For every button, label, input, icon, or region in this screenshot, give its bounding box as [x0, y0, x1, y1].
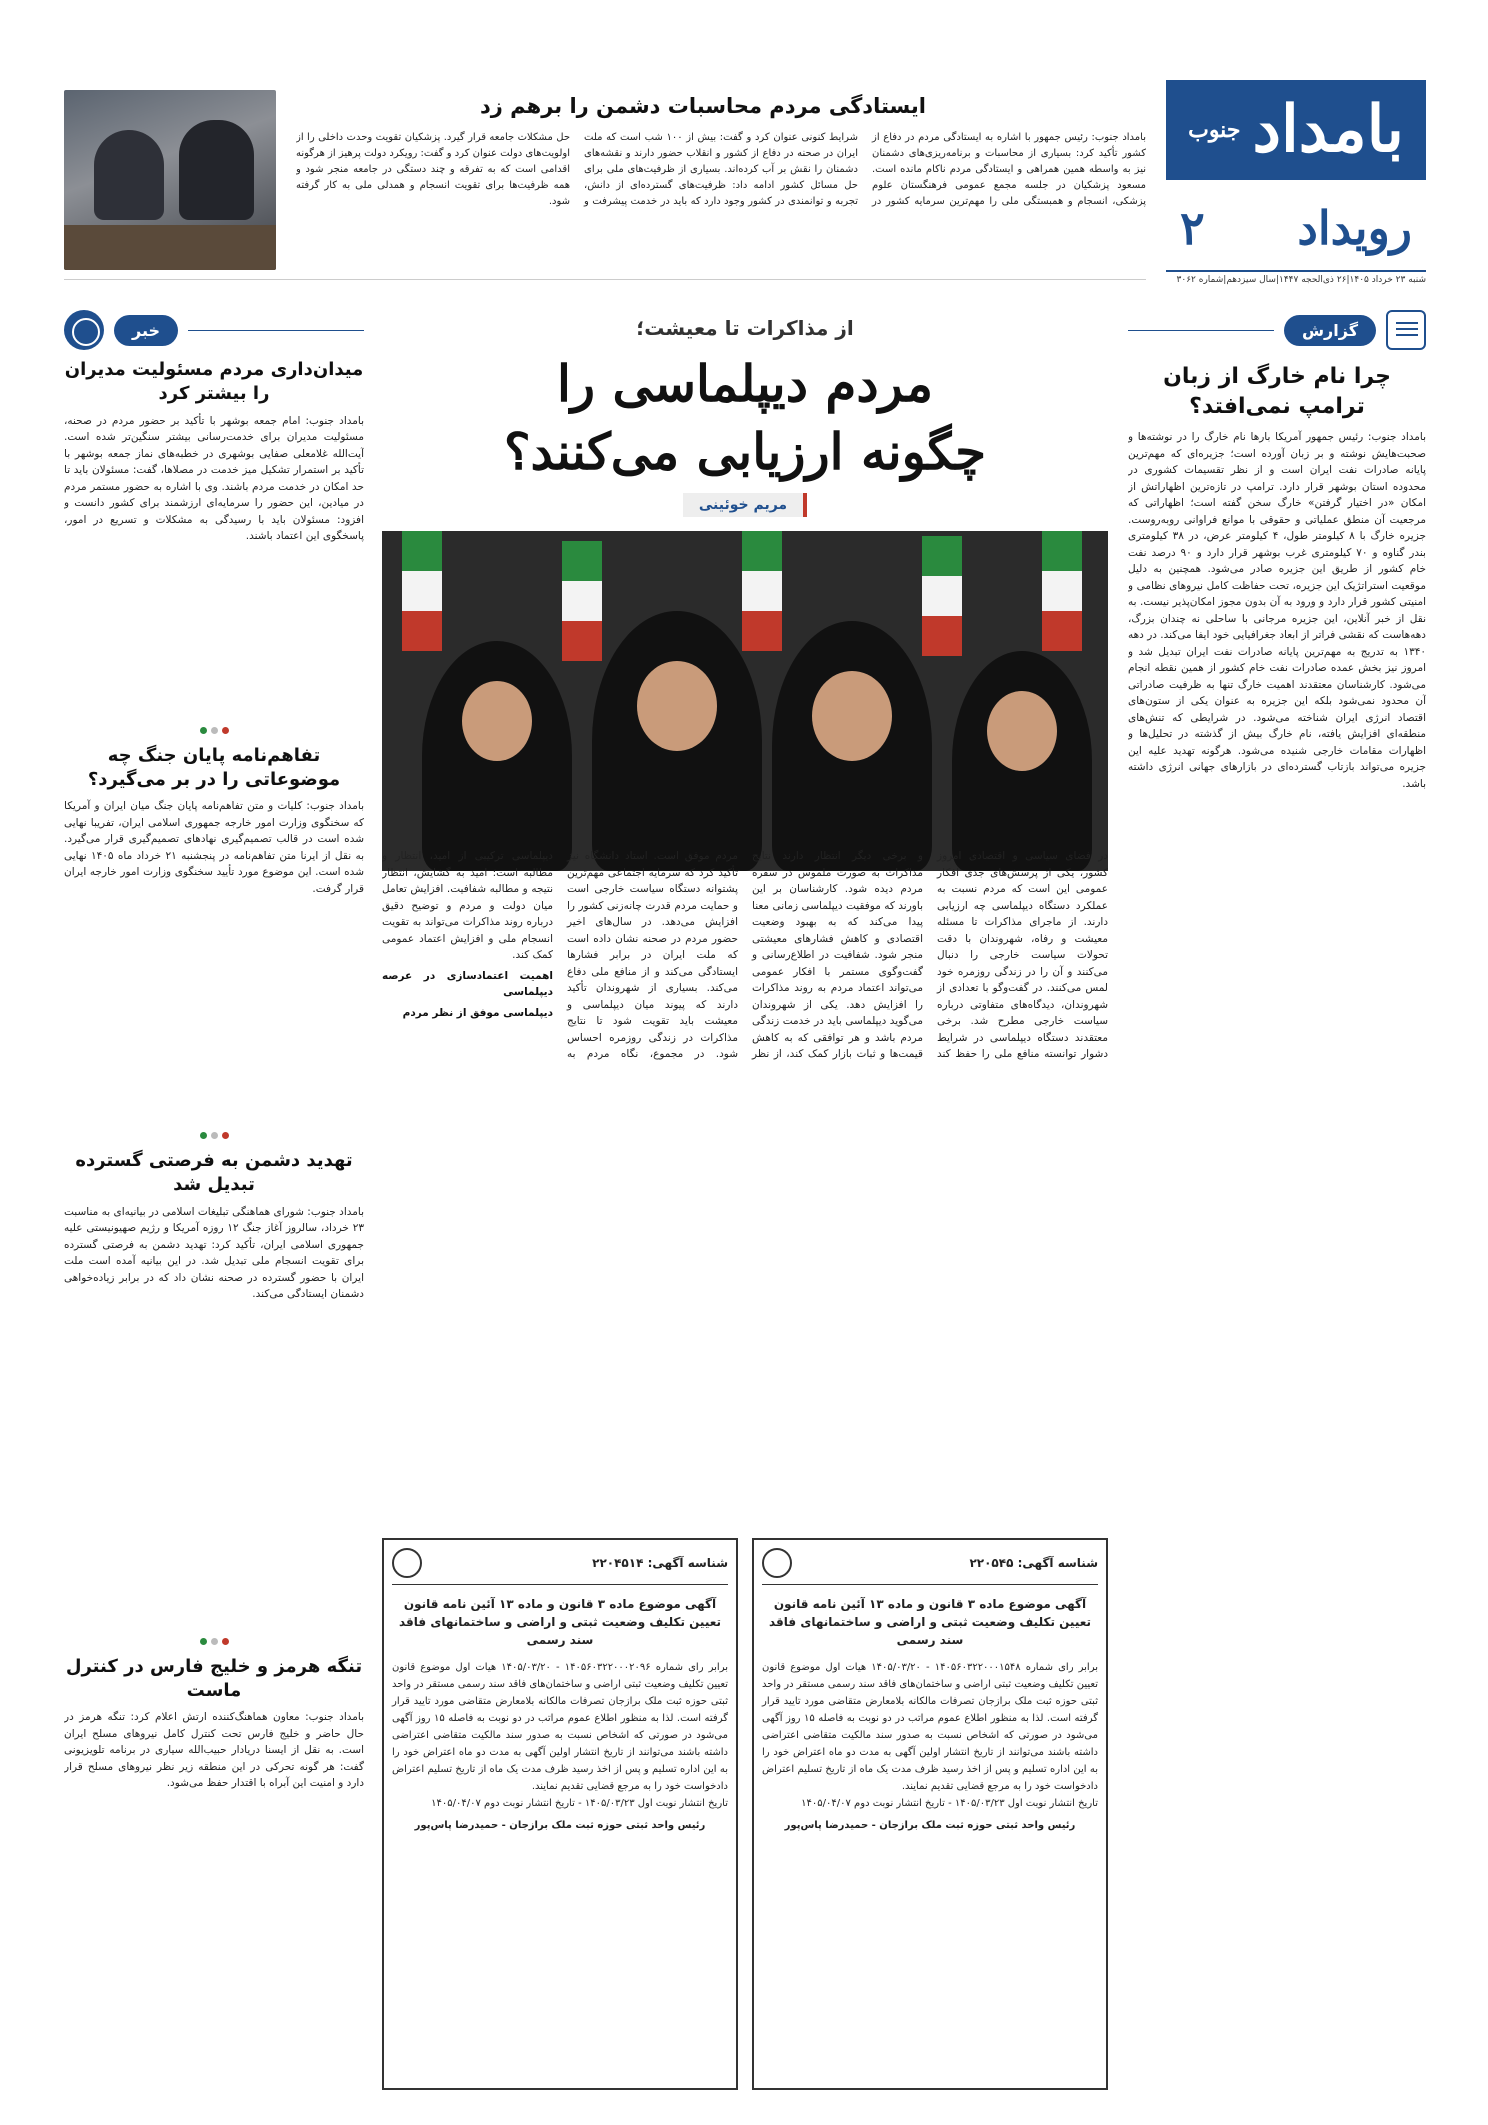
byline	[382, 493, 1108, 517]
news-tag-label: خبر	[114, 315, 178, 346]
ad-id: شناسه آگهی: ۲۲۰۵۴۵	[969, 1556, 1098, 1570]
news-headline[interactable]: تنگه هرمز و خلیج فارس در کنترل ماست	[65, 1655, 363, 1702]
report-column	[1128, 308, 1426, 2090]
report-headline[interactable]: چرا نام خارگ از زبان ترامپ نمی‌افتد؟	[1163, 364, 1391, 419]
section-header	[1166, 188, 1426, 268]
newspaper-logo[interactable]	[1166, 80, 1426, 180]
news-headline[interactable]: تهدید دشمن به فرصتی گسترده تبدیل شد	[75, 1150, 353, 1196]
news-item	[64, 744, 364, 1144]
ad-id: شناسه آگهی: ۲۲۰۴۵۱۴	[592, 1556, 728, 1570]
page-number: ۲	[1180, 201, 1205, 255]
feature-headline-line1: مردم دیپلماسی را	[557, 354, 933, 413]
news-body: بامداد جنوب: شورای هماهنگی تبلیغات اسلامی در بیانیه‌ای به مناسبت ۲۳ خرداد، سالروز آغاز جنگ ۱۲ روزه آمریکا و رژیم صهیونیستی علیه جمهوری اسلامی ایران، تأکید کرد: تهدید دشمن به فرصتی گسترده برای تقویت انسجام ملی تبدیل شد. در این بیانیه آمده است ملت ایران با حضور گسترده در صحنه نشان داد که در برابر زیاده‌خواهی دشمنان ایستادگی می‌کند.	[64, 1205, 364, 1301]
ad-title: آگهی موضوع ماده ۳ قانون و ماده ۱۳ آئین نامه قانون تعیین تکلیف وضعیت ثبتی و اراضی و ساختمانهای فاقد سند رسمی	[398, 1597, 722, 1647]
legal-ads	[382, 1538, 1108, 2090]
report-icon	[1386, 310, 1426, 350]
separator-dots	[64, 719, 364, 738]
lead-body: بامداد جنوب: رئیس جمهور با اشاره به ایستادگی مردم در دفاع از کشور تأکید کرد: بسیاری از محاسبات و برنامه‌ریزی‌های دشمنان نیز به واسطه همین همراهی و ایستادگی مردم ناکام مانده است. مسعود پزشکیان در جلسه مجمع عمومی فرهنگستان علوم پزشکی، انسجام و همبستگی ملی را مهم‌ترین سرمایه کشور در شرایط کنونی عنوان کرد و گفت: بیش از ۱۰۰ شب است که ملت ایران در صحنه در دفاع از کشور و انقلاب حضور دارند و نقشه‌های دشمنان را نقش بر آب کرده‌اند. بسیاری از ظرفیت‌های ملی برای حل مسائل کشور ادامه داد: ظرفیت‌های گسترده‌ای از دانش، تجربه و توانمندی در کشور وجود دارد که باید در خدمت پیشرفت و حل مشکلات جامعه قرار گیرد. پزشکیان تقویت وحدت داخلی را از اولویت‌های دولت عنوان کرد و گفت: رویکرد دولت پرهیز از هرگونه اقدامی است که به تفرقه و چند دستگی در جامعه منجر شود و همه ظرفیت‌ها برای تقویت انسجام و همدلی ملی به کار گرفته شود.	[296, 132, 1146, 207]
ad-dates: تاریخ انتشار نوبت اول ۱۴۰۵/۰۳/۲۳ - تاریخ انتشار نوبت دوم ۱۴۰۵/۰۴/۰۷	[431, 1798, 728, 1809]
logo-sub-text: جنوب	[1188, 117, 1241, 143]
lead-headline[interactable]: ایستادگی مردم محاسبات دشمن را برهم زد	[479, 94, 926, 118]
news-headline[interactable]: تفاهم‌نامه پایان جنگ چه موضوعاتی را در بر می‌گیرد؟	[87, 744, 341, 790]
ad-signature: رئیس واحد ثبتی حوزه ثبت ملک برازجان - حمیدرضا پاس‌پور	[784, 1820, 1076, 1831]
ad-title: آگهی موضوع ماده ۳ قانون و ماده ۱۳ آئین نامه قانون تعیین تکلیف وضعیت ثبتی و اراضی و ساختمانهای فاقد سند رسمی	[768, 1597, 1092, 1647]
feature-kicker: از مذاکرات تا معیشت؛	[636, 316, 854, 340]
ad-body: برابر رای شماره ۱۴۰۵۶۰۳۲۲۰۰۰۱۵۴۸ - ۱۴۰۵/۰۳/۲۰ هیات اول موضوع قانون تعیین تکلیف وضعیت ثبتی اراضی و ساختمان‌های فاقد سند رسمی مستقر در واحد ثبتی حوزه ثبت ملک برازجان تصرفات مالکانه بلامعارض متقاضی مورد تایید قرار گرفته است. لذا به منظور اطلاع عموم مراتب در دو نوبت به فاصله ۱۵ روز آگهی می‌شود در صورتی که اشخاص نسبت به صدور سند مالکیت متقاضی اعتراضی داشته باشند می‌توانند از تاریخ انتشار اولین آگهی به مدت دو ماه اعتراض خود را به این اداره تسلیم و پس از اخذ رسید ظرف مدت یک ماه از تاریخ تسلیم اعتراض دادخواست خود را به مرجع قضایی تقدیم نمایند.	[762, 1662, 1098, 1792]
ad-signature: رئیس واحد ثبتی حوزه ثبت ملک برازجان - حمیدرضا پاس‌پور	[414, 1820, 706, 1831]
page-header	[64, 80, 1426, 290]
feature-subhead-1: اهمیت اعتمادسازی در عرصه دیپلماسی	[382, 969, 553, 998]
ad-body: برابر رای شماره ۱۴۰۵۶۰۳۲۲۰۰۰۲۰۹۶ - ۱۴۰۵/۰۳/۲۰ هیات اول موضوع قانون تعیین تکلیف وضعیت ثبتی اراضی و ساختمان‌های فاقد سند رسمی مستقر در واحد ثبتی حوزه ثبت ملک برازجان تصرفات مالکانه بلامعارض متقاضی مورد تایید قرار گرفته است. لذا به منظور اطلاع عموم مراتب در دو نوبت به فاصله ۱۵ روز آگهی می‌شود در صورتی که اشخاص نسبت به صدور سند مالکیت متقاضی اعتراضی داشته باشند می‌توانند از تاریخ انتشار اولین آگهی به مدت دو ماه اعتراض خود را به این اداره تسلیم و پس از اخذ رسید ظرف مدت یک ماه از تاریخ تسلیم اعتراض دادخواست خود را به مرجع قضایی تقدیم نمایند.	[392, 1662, 728, 1792]
feature-subhead-2: دیپلماسی موفق از نظر مردم	[402, 1006, 553, 1019]
feature-column	[382, 308, 1108, 2090]
news-tag	[64, 308, 364, 352]
lead-photo[interactable]	[64, 90, 276, 270]
feature-headline-line2: چگونه ارزیابی می‌کنند؟	[503, 421, 987, 481]
author-name: مریم خوئینی	[683, 493, 807, 517]
issue-info: شنبه ۲۳ خرداد ۱۴۰۵|۲۶ ذی‌الحجه ۱۴۴۷|سال سیزدهم|شماره ۳۰۶۲	[1166, 270, 1426, 288]
feature-body-text: در فضای سیاسی و اقتصادی امروز کشور، یکی از پرسش‌های جدی افکار عمومی این است که مردم نسبت به عملکرد دستگاه دیپلماسی چه ارزیابی دارند. از ماجرای مذاکرات تا مسئله معیشت و رفاه، شهروندان با دقت تحولات سیاست خارجی را دنبال می‌کنند و آن را در زندگی روزمره خود لمس می‌کنند. در گفت‌وگو با تعدادی از شهروندان، دیدگاه‌های متفاوتی درباره سیاست خارجی مطرح شد. برخی معتقدند دستگاه دیپلماسی در شرایط دشوار توانسته منافع ملی را حفظ کند و برخی دیگر انتظار دارند نتایج مذاکرات به صورت ملموس در سفره مردم دیده شود. کارشناسان بر این باورند که موفقیت دیپلماسی زمانی معنا پیدا می‌کند که به بهبود وضعیت اقتصادی و کاهش فشارهای معیشتی منجر شود. شفافیت در اطلاع‌رسانی و گفت‌وگوی مستمر با افکار عمومی می‌تواند اعتماد مردم به روند مذاکرات را افزایش دهد. یکی از شهروندان می‌گوید دیپلماسی باید در خدمت زندگی مردم باشد و هر توافقی که به کاهش قیمت‌ها و ثبات بازار کمک کند، از نظر مردم موفق است. استاد دانشگاه نیز تأکید کرد که سرمایه اجتماعی مهم‌ترین پشتوانه دستگاه سیاست خارجی است و حمایت مردم قدرت چانه‌زنی کشور را افزایش می‌دهد. در سال‌های اخیر حضور مردم در صحنه نشان داده است که ملت ایران در برابر فشارها ایستادگی می‌کند و از منافع ملی دفاع می‌کند. بسیاری از شهروندان تأکید دارند که پیوند میان دیپلماسی و معیشت باید تقویت شود تا نتایج مذاکرات در زندگی روزمره احساس شود. در مجموع، نگاه مردم به دیپلماسی ترکیبی از امید، انتظار و مطالبه است؛ امید به گشایش، انتظار نتیجه و مطالبه شفافیت. افزایش تعامل میان دولت و مردم و توضیح دقیق درباره روند مذاکرات می‌تواند به تقویت انسجام ملی و افزایش اعتماد عمومی کمک کند.	[382, 850, 1108, 1060]
feature-photo[interactable]	[382, 531, 1108, 871]
scales-of-justice-icon	[762, 1548, 792, 1578]
report-tag-label: گزارش	[1284, 315, 1376, 346]
separator-dots	[64, 1630, 364, 1649]
news-item	[64, 358, 364, 738]
separator-dots	[64, 1124, 364, 1143]
legal-ad[interactable]	[382, 1538, 738, 2090]
report-body: بامداد جنوب: رئیس جمهور آمریکا بارها نام خارگ را در نوشته‌ها و صحبت‌هایش نوشته و بر زبان آورده است؛ جزیره‌ای که مهم‌ترین پایانه صادرات نفت ایران است و از نظر تقسیمات کشوری در محدوده استان بوشهر قرار دارد. ترامپ در تازه‌ترین اظهاراتش از امکان «در اختیار گرفتن» خارگ سخن گفته است؛ اظهاراتی که مرجعیت آن منطق عملیاتی و حقوقی با موانع فراوانی روبه‌روست. جزیره خارگ با ۸ کیلومتر طول، ۴ کیلومتر عرض، در ۳۸ کیلومتری بندر گناوه و ۷۰ کیلومتری غرب بوشهر قرار دارد و ۹۰ درصد نفت خام کشور از طریق این جزیره صادر می‌شود. همچنین به دلیل موقعیت استراتژیک این جزیره، تحت حفاظت کامل نیروهای نظامی و امنیتی کشور قرار دارد و ورود به آن بدون مجوز امکان‌پذیر نیست. به نقل از خبر آنلاین، این جزیره مرجانی با ساحلی نه چندان بزرگ، دهه‌هاست که نقشی فراتر از ابعاد جغرافیایی خود ایفا می‌کند. در دهه ۱۳۴۰ به تدریج به مهم‌ترین پایانه صادرات نفت ایران تبدیل شد و امروز نیز بخش عمده صادرات نفت خام کشور از همین نقطه انجام می‌شود. کارشناسان معتقدند اهمیت خارگ تنها به ظرفیت صادراتی آن محدود نمی‌شود بلکه این جزیره به عنوان یکی از ستون‌های اقتصاد انرژی ایران شناخته می‌شود. در شرایطی که تنش‌های منطقه‌ای افزایش یافته، نام خارگ بیش از گذشته در تحلیل‌ها و اظهارات مقامات خارجی شنیده می‌شود. هرگونه تهدید علیه این جزیره می‌تواند بازتاب گسترده‌ای در بازارهای جهانی انرژی داشته باشد.	[1128, 431, 1426, 790]
news-column	[64, 308, 364, 2090]
logo-main-text: بامداد	[1252, 92, 1404, 167]
ad-dates: تاریخ انتشار نوبت اول ۱۴۰۵/۰۳/۲۳ - تاریخ انتشار نوبت دوم ۱۴۰۵/۰۴/۰۷	[801, 1798, 1098, 1809]
news-body: بامداد جنوب: امام جمعه بوشهر با تأکید بر حضور مردم در صحنه، مسئولیت مدیران برای خدمت‌رسانی بیشتر سنگین‌تر شده است. آیت‌الله غلامعلی صفایی بوشهری در خطبه‌های نماز جمعه بوشهر با تأکید بر استمرار تشکیل میز خدمت در مصلاها، گفت: مسئولان باید تا حد امکان در خدمت مردم باشند. وی با اشاره به حضور مستمر مردم در میادین، این حضور را سرمایه‌ای ارزشمند برای کشور دانست و افزود: مسئولان باید با رسیدگی به مشکلات و تسریع در امور، پاسخگوی این اعتماد باشند.	[64, 414, 364, 543]
lead-story	[64, 80, 1146, 280]
news-headline[interactable]: میدان‌داری مردم مسئولیت مدیران را بیشتر کرد	[64, 359, 364, 405]
newspaper-page	[64, 80, 1426, 2090]
news-body: بامداد جنوب: کلیات و متن تفاهم‌نامه پایان جنگ میان ایران و آمریکا که سخنگوی وزارت امور خارجه جمهوری اسلامی ایران، تفریبا نهایی شده است در قالب تصمیم‌گیری نهادهای تصمیم‌گیری قرار می‌گیرد. به نقل از ایرنا متن تفاهم‌نامه در پنجشنبه ۲۱ خرداد ماه ۱۴۰۵ نهایی شده است. این موضوع مورد تأیید سخنگوی وزارت امور خارجه ایران قرار گرفت.	[64, 800, 364, 895]
news-item	[64, 1149, 364, 1649]
ad-id-row	[392, 1548, 728, 1585]
scales-of-justice-icon	[392, 1548, 422, 1578]
report-tag	[1128, 308, 1426, 352]
content-columns	[64, 308, 1426, 2090]
legal-ad[interactable]	[752, 1538, 1108, 2090]
ad-id-row	[762, 1548, 1098, 1585]
masthead	[1166, 80, 1426, 290]
globe-icon	[64, 310, 104, 350]
feature-body	[382, 848, 1108, 1528]
news-item	[64, 1655, 364, 2010]
news-body: بامداد جنوب: معاون هماهنگ‌کننده ارتش اعلام کرد: تنگه هرمز در حال حاضر و خلیج فارس تحت کنترل کامل نیروهای مسلح ایران است. به نقل از ایسنا دریادار حبیب‌الله سیاری در برنامه تلویزیونی گفت: هر گونه تحرکی در این منطقه زیر نظر نیروهای مسلح قرار دارد و امنیت این آبراه با اقتدار حفظ می‌شود.	[64, 1711, 364, 1790]
section-title: رویداد	[1297, 201, 1412, 255]
feature-headline[interactable]	[382, 350, 1108, 485]
